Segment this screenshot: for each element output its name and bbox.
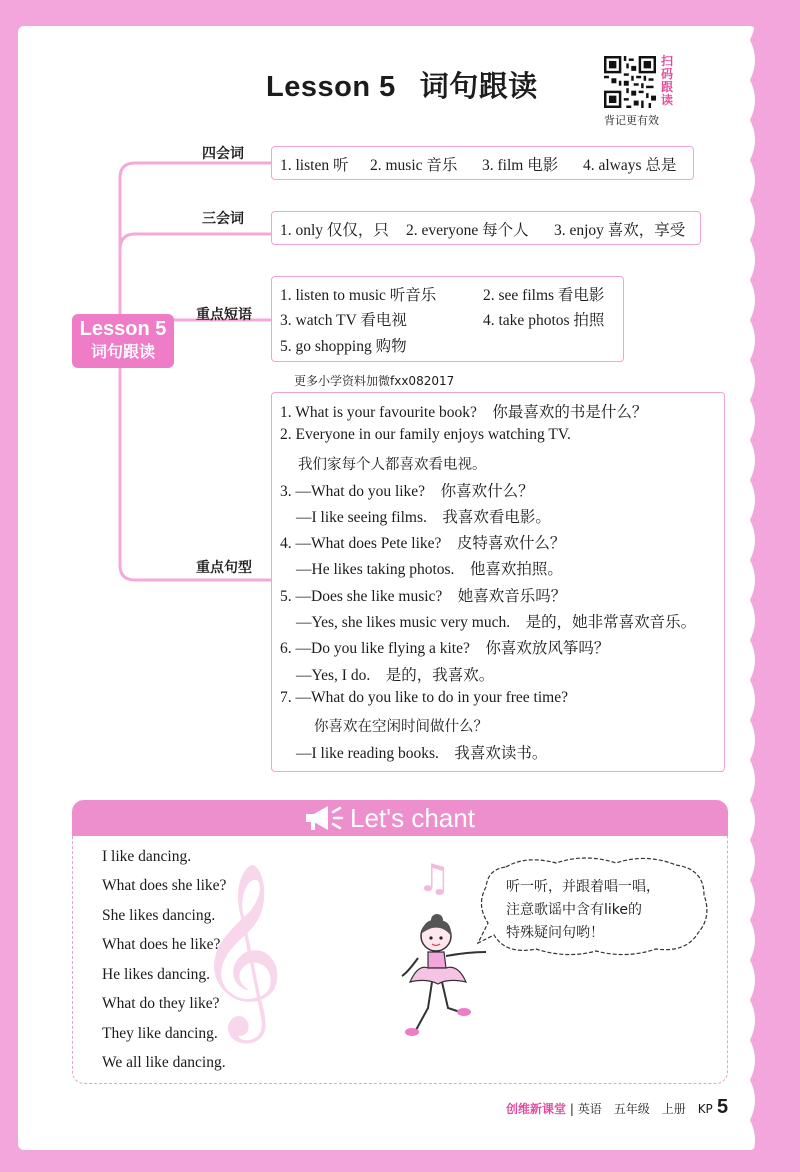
phrase-item: 5. go shopping 购物: [280, 338, 407, 355]
sentence-line: 6. —Do you like flying a kite? 你喜欢放风筝吗？: [280, 640, 610, 657]
bubble-line: 注意歌谣中含有like的: [506, 902, 643, 918]
phrase-item: 2. see films 看电影: [483, 287, 605, 304]
word-item: 1. listen 听: [280, 157, 349, 174]
four-skill-words-box: [271, 146, 694, 180]
sentence-line: —I like reading books. 我喜欢读书。: [296, 745, 548, 762]
word-item: 2. everyone 每个人: [406, 222, 529, 239]
promo-note: 更多小学资料加微fxx082017: [294, 374, 455, 388]
page-number: 5: [717, 1096, 729, 1118]
qr-side-char: 跟: [661, 80, 674, 94]
chant-line: He likes dancing.: [102, 966, 211, 983]
sentence-line: 4. —What does Pete like? 皮特喜欢什么？: [280, 535, 566, 552]
bubble-line: 特殊疑问句哟！: [506, 925, 604, 941]
word-item: 4. always 总是: [583, 157, 677, 174]
key-phrases-box: [271, 276, 624, 362]
sentence-line: 7. —What do you like to do in your free time?: [280, 689, 568, 706]
word-item: 3. enjoy 喜欢，享受: [554, 222, 686, 239]
phrase-item: 1. listen to music 听音乐: [280, 287, 437, 304]
phrase-item: 3. watch TV 看电视: [280, 312, 407, 329]
category-label-sentences: 重点句型: [196, 560, 252, 576]
sentence-line: 5. —Does she like music? 她喜欢音乐吗？: [280, 588, 567, 605]
footer-info: [506, 1100, 713, 1117]
qr-side-char: 码: [661, 67, 674, 81]
category-label-four-skill: 四会词: [202, 146, 244, 162]
three-skill-words-box: [271, 211, 701, 245]
center-topic-badge: [72, 314, 174, 368]
chant-line: I like dancing.: [102, 848, 192, 865]
word-item: 2. music 音乐: [370, 157, 458, 174]
treble-clef-icon: 𝄞: [196, 862, 285, 1036]
phrase-item: 4. take photos 拍照: [483, 312, 605, 329]
chant-line: She likes dancing.: [102, 907, 216, 924]
sentence-line: 2. Everyone in our family enjoys watching TV.: [280, 426, 571, 443]
chant-title: Let's chant: [350, 803, 475, 833]
word-item: 1. only 仅仅，只: [280, 222, 389, 239]
music-note-icon: ♫: [417, 856, 452, 900]
sentence-line: —Yes, I do. 是的，我喜欢。: [296, 667, 495, 684]
dancing-girl-illustration: [388, 912, 492, 1042]
title-english: Lesson 5: [266, 71, 396, 103]
sentence-line: 1. What is your favourite book? 你最喜欢的书是什么？: [280, 404, 648, 421]
qr-side-char: 扫: [661, 54, 674, 68]
chant-line: What do they like?: [102, 995, 220, 1012]
category-label-phrases: 重点短语: [196, 307, 252, 323]
category-label-three-skill: 三会词: [202, 211, 244, 227]
center-topic-line1: Lesson 5: [79, 318, 167, 340]
sentence-line: —I like seeing films. 我喜欢看电影。: [296, 509, 551, 526]
qr-side-char: 读: [661, 93, 674, 107]
chant-line: What does she like?: [102, 877, 227, 894]
footer-divider: |: [566, 1102, 578, 1116]
sentence-line: 3. —What do you like? 你喜欢什么？: [280, 483, 534, 500]
chant-line: What does he like?: [102, 936, 221, 953]
title-chinese: 词句跟读: [419, 69, 538, 103]
sentence-line: —He likes taking photos. 他喜欢拍照。: [296, 561, 563, 578]
sentence-line: 你喜欢在空闲时间做什么？: [314, 719, 488, 735]
center-topic-line2: 词句跟读: [90, 344, 155, 361]
footer-brand: 创维新课堂: [506, 1102, 567, 1116]
chant-line: They like dancing.: [102, 1025, 218, 1042]
megaphone-icon: [302, 803, 346, 833]
sentence-line: 我们家每个人都喜欢看电视。: [298, 457, 487, 473]
footer-book-info: 英语 五年级 上册 KP: [577, 1102, 713, 1116]
qr-caption: 背记更有效: [604, 114, 659, 127]
key-sentences-box: [271, 392, 725, 772]
sentence-line: —Yes, she likes music very much. 是的，她非常喜欢音乐。: [296, 614, 697, 631]
speech-bubble-text: [506, 876, 696, 945]
word-item: 3. film 电影: [482, 157, 559, 174]
bubble-line: 听一听，并跟着唱一唱，: [506, 879, 660, 895]
chant-line: We all like dancing.: [102, 1054, 226, 1071]
